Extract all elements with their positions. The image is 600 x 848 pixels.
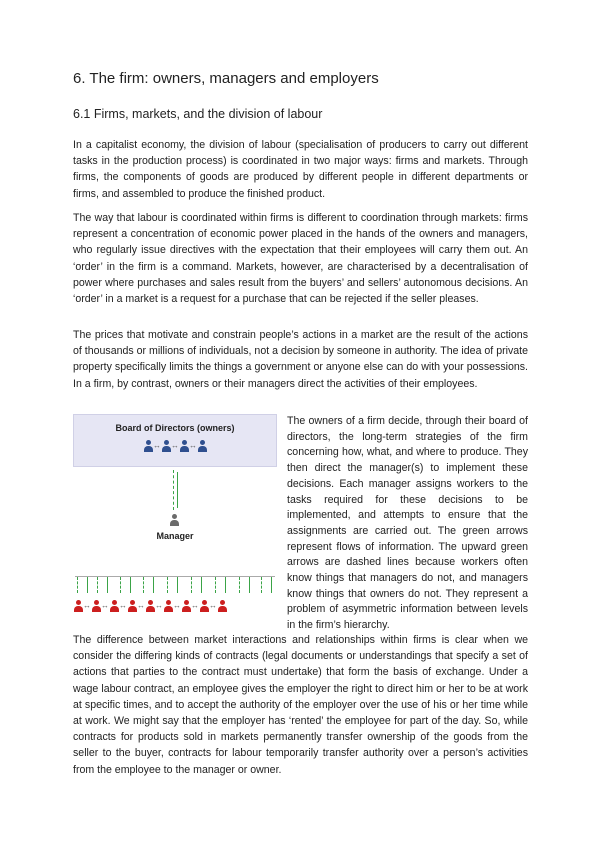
firm-hierarchy-diagram [73,414,277,620]
worker-icon [91,600,101,612]
double-arrow-icon: ↔ [189,441,197,450]
worker-icon [109,600,119,612]
paragraph-coordination: The way that labour is coordinated within firms is different to coordination through markets: firms represent a concentration of economic power placed in the hands of the owners and managers, who regularly issue directives with the expectation that their employees will carry them out. An ‘order’ in the firm is a command. Markets, however, are characterised by a decentralisation of power where purchases and sales result from the buyers’ and sellers’ autonomous decisions. An ‘order’ in a market is a request for a purchase that can be rejected if the seller pleases. [73,212,528,306]
worker-icon [163,600,173,612]
subsection-heading: 6.1 Firms, markets, and the division of labour [73,107,323,121]
workers-row: ↔ ↔ ↔ ↔ ↔ ↔ ↔ ↔ [73,600,277,612]
worker-icon [199,600,209,612]
paragraph-intro: In a capitalist economy, the division of labour (specialisation of producers to carry out different tasks in the production process) is coordinated in two major ways: firms and markets. Through firms, the components of goods are produced by different people in different departments or firms, and assembled to produce the finished product. [73,139,528,200]
worker-icon [127,600,137,612]
paragraph-figure-description: The owners of a firm decide, through their board of directors, the long-term strategies of the firm concerning how, what, and where to produce. They then direct the manager(s) to implement these decisions. Each manager assigns workers to the tasks required for these decisions to be implemented, and attempts to ensure that the assignments are carried out. The green arrows represent flows of information. The upward green arrows are dashed lines because workers often know things that managers do not, and managers know things that owners do not. They represent a problem of asymmetric information between levels in the firm’s hierarchy. [287,415,528,632]
board-label: Board of Directors (owners) [115,423,235,433]
owner-icon [143,440,153,452]
section-heading: 6. The firm: owners, managers and employers [73,70,379,87]
board-of-directors-box [73,414,277,467]
worker-icon [181,600,191,612]
upward-info-arrow [173,470,174,510]
worker-info-arrows [75,577,275,599]
owner-icon [161,440,171,452]
paragraph-prices: The prices that motivate and constrain people’s actions in a market are the result of the actions of thousands or millions of individuals, not a decision by someone in authority. The idea of private property specifically limits the things a government or anyone else can do with your possessions. In a firm, by contrast, owners or their managers direct the activities of their employees. [73,329,528,390]
double-arrow-icon: ↔ [171,441,179,450]
double-arrow-icon: ↔ [153,441,161,450]
owners-row [74,440,276,453]
owner-icon [179,440,189,452]
worker-icon [145,600,155,612]
manager-label: Manager [156,531,194,541]
owner-icon [197,440,207,452]
worker-icon [217,600,227,612]
downward-info-arrow [177,472,178,508]
manager-icon [169,514,179,526]
paragraph-contracts: The difference between market interactions and relationships within firms is clear when we consider the differing kinds of contracts (legal documents or understandings that specify a set of actions that parties to the contract must undertake) that form the basis of exchange. Under a wage labour contract, an employee gives the employer the right to direct him or her to be at work at specific times, and to accept the authority of the employer over the use of his or her time while at work. We might say that the employer has ‘rented’ the employee for part of the day. So, while contracts for products sold in markets permanently transfer ownership of the goods from the seller to the buyer, contracts for labour temporarily transfer authority over a person’s activities from the employee to the manager or owner. [73,634,528,776]
worker-icon [73,600,83,612]
